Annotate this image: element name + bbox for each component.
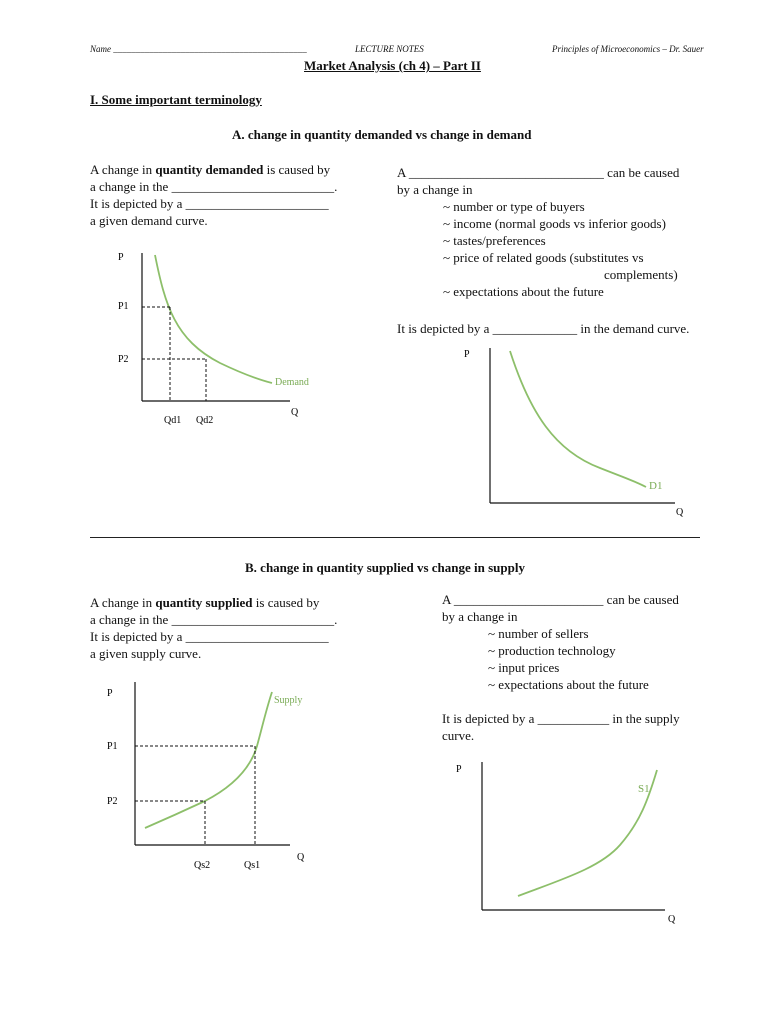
part-a-right-text <box>397 164 679 300</box>
demand-curve-label: Demand <box>275 377 309 388</box>
demand-shift-graph <box>460 343 700 523</box>
section-divider <box>90 537 700 538</box>
p1-label: P1 <box>107 741 118 752</box>
list-item: ~ price of related goods (substitutes vs <box>443 250 644 265</box>
lecture-notes-label: LECTURE NOTES <box>355 44 424 54</box>
part-a-left-text <box>90 161 337 229</box>
text-line: a given demand curve. <box>90 213 208 228</box>
demand-curve <box>155 255 272 383</box>
qd2-label: Qd2 <box>196 415 214 426</box>
part-b-left-text <box>90 594 337 662</box>
demand-graph <box>110 245 350 435</box>
y-axis-label: P <box>464 349 470 360</box>
text-line: It is depicted by a ______________________ <box>90 196 329 211</box>
part-a-heading: A. change in quantity demanded vs change in demand <box>232 127 532 142</box>
part-b-heading: B. change in quantity supplied vs change in supply <box>245 560 525 575</box>
text-segment: A change in <box>90 162 156 177</box>
x-axis-label: Q <box>297 852 305 863</box>
list-item: ~ tastes/preferences <box>443 233 546 248</box>
course-label: Principles of Microeconomics – Dr. Sauer <box>552 44 704 54</box>
qd1-label: Qd1 <box>164 415 182 426</box>
p2-label: P2 <box>118 354 129 365</box>
text-segment: is caused by <box>252 595 320 610</box>
list-item: ~ number or type of buyers <box>443 199 585 214</box>
text-line: It is depicted by a ______________________ <box>90 629 329 644</box>
text-line: It is depicted by a ___________ in the supply <box>442 711 680 726</box>
text-line: A _______________________ can be caused <box>442 592 679 607</box>
text-line: a given supply curve. <box>90 646 202 661</box>
part-a-depicted-text: It is depicted by a _____________ in the demand curve. <box>397 321 690 336</box>
list-item: ~ number of sellers <box>488 626 589 641</box>
x-axis-label: Q <box>291 407 299 418</box>
list-item-continuation: complements) <box>604 267 678 282</box>
qs1-label: Qs1 <box>244 860 261 871</box>
spacer <box>442 693 680 710</box>
text-line: by a change in <box>397 182 473 197</box>
p1-label: P1 <box>118 301 129 312</box>
bold-term: quantity demanded <box>155 162 264 177</box>
supply-graph <box>100 680 340 880</box>
page-title: Market Analysis (ch 4) – Part II <box>304 58 481 73</box>
list-item: ~ income (normal goods vs inferior goods) <box>443 216 666 231</box>
y-axis-label: P <box>118 252 124 263</box>
supply-curve <box>145 692 272 828</box>
y-axis-label: P <box>456 764 462 775</box>
list-item: ~ production technology <box>488 643 616 658</box>
supply-shift-graph <box>450 760 690 940</box>
text-segment: is caused by <box>263 162 331 177</box>
list-item: ~ input prices <box>488 660 560 675</box>
text-line: curve. <box>442 728 475 743</box>
text-line: A ______________________________ can be caused <box>397 165 680 180</box>
text-line: by a change in <box>442 609 518 624</box>
text-line <box>90 161 337 178</box>
list-item: ~ expectations about the future <box>488 677 649 692</box>
d1-curve <box>510 351 646 487</box>
qs2-label: Qs2 <box>194 860 211 871</box>
x-axis-label: Q <box>668 914 676 925</box>
y-axis-label: P <box>107 688 113 699</box>
text-line: a change in the _________________________. <box>90 179 338 194</box>
s1-curve-label: S1 <box>638 783 650 795</box>
part-b-right-text <box>442 591 680 744</box>
d1-curve-label: D1 <box>649 480 663 492</box>
s1-curve <box>518 770 657 896</box>
list-item: ~ expectations about the future <box>443 284 604 299</box>
supply-curve-label: Supply <box>274 695 303 706</box>
name-field-label: Name ___________________________________________ <box>90 44 307 54</box>
p2-label: P2 <box>107 796 118 807</box>
section-heading-terminology: I. Some important terminology <box>90 92 262 107</box>
x-axis-label: Q <box>676 507 684 518</box>
text-line: a change in the _________________________. <box>90 612 338 627</box>
bold-term: quantity supplied <box>155 595 253 610</box>
text-segment: A change in <box>90 595 156 610</box>
text-line <box>90 594 337 611</box>
